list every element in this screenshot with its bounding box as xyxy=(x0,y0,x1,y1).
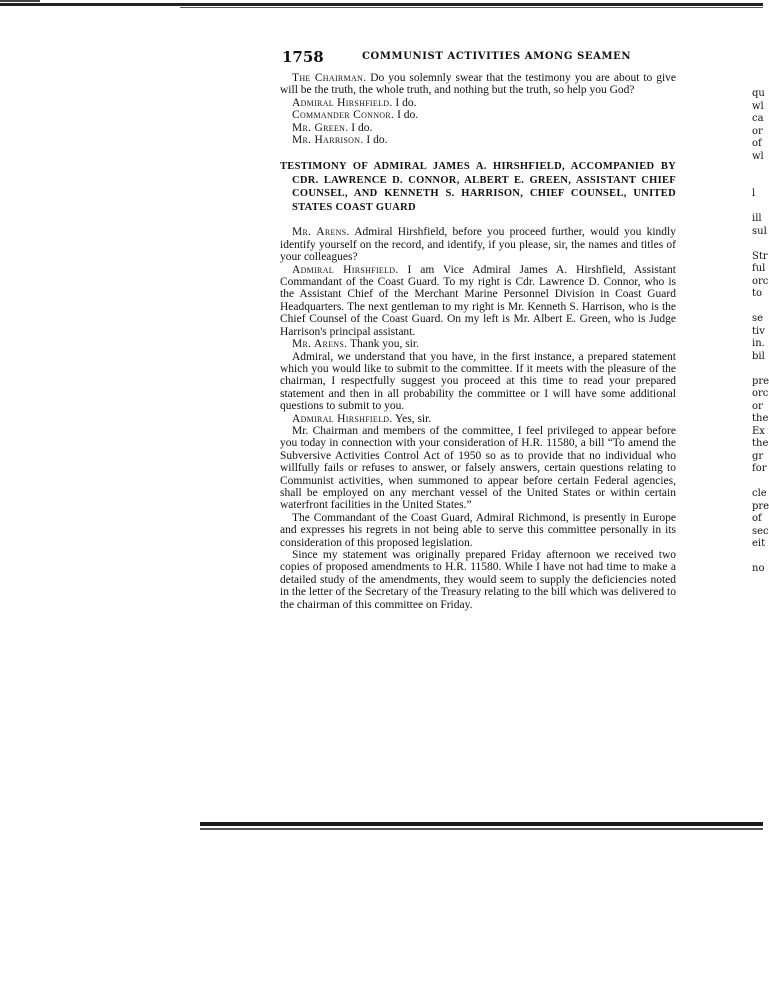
edge-fragment: cle xyxy=(752,488,767,499)
edge-fragment: or xyxy=(752,400,763,412)
paragraph-text: Thank you, sir. xyxy=(349,338,419,351)
speaker-name: Mr. Green. xyxy=(292,121,349,134)
paragraph-text: Since my statement was originally prepared Friday afternoon we received two copies of proposed amendments to H.R. 11580. While I have not had time to make a detailed study of the amendments, they would seem to supply the deficiencies noted in the letter of the Secretary of the Treasury relating to the bill which was delivered to the chairman of this committee on Friday. xyxy=(280,549,676,611)
page-number: 1758 xyxy=(282,48,324,66)
testimony-paragraph xyxy=(280,351,676,413)
section-heading: TESTIMONY OF ADMIRAL JAMES A. HIRSHFIELD, ACCOMPANIED BY CDR. LAWRENCE D. CONNOR, ALBERT E. GREEN, ASSISTANT CHIEF COUNSEL, AND KENNETH S. HARRISON, CHIEF COUNSEL, UNITED STATES COAST GUARD xyxy=(280,161,676,213)
scan-artifact xyxy=(0,0,40,2)
paragraph-text: Admiral Hirshfield, before you proceed further, would you kindly identify yourself on the record, and identify, if you please, sir, the names and titles of your colleagues? xyxy=(280,226,676,264)
paragraph-text: Mr. Chairman and members of the committee, I feel privileged to appear before you today in connection with your consideration of H.R. 11580, a bill “To amend the Subversive Activities Control Act of 1950 so as to provide that no individual who willfully fails or refuses to answer, or falsely answers, certain questions relating to Communist activities, when summoned to appear before certain Federal agencies, shall be employed on any merchant vessel of the United States or within certain waterfront facilities in the United States.” xyxy=(280,424,676,512)
testimony-paragraph xyxy=(280,413,676,425)
edge-fragment: orc xyxy=(752,388,769,399)
edge-fragment: gr xyxy=(752,450,764,462)
edge-fragment: sec xyxy=(752,525,769,537)
bottom-scan-edge-secondary xyxy=(200,828,763,830)
speaker-name: Admiral Hirshfield. xyxy=(292,263,399,276)
speaker-name: Commander Connor. xyxy=(292,109,395,122)
testimony-paragraph xyxy=(280,549,676,611)
running-head: COMMUNIST ACTIVITIES AMONG SEAMEN xyxy=(362,51,632,62)
edge-fragment: no xyxy=(752,563,765,574)
edge-fragment: or xyxy=(752,125,763,137)
edge-fragment: wl xyxy=(752,100,764,112)
edge-fragment xyxy=(752,301,763,314)
testimony-paragraph xyxy=(280,338,676,350)
edge-fragment xyxy=(752,363,763,376)
edge-fragment xyxy=(752,551,763,564)
edge-fragment: pre xyxy=(752,500,769,512)
edge-fragment: orc xyxy=(752,275,769,287)
edge-fragment: Str xyxy=(752,250,768,262)
edge-fragment xyxy=(752,238,763,251)
page-header xyxy=(282,48,682,66)
testimony-paragraph xyxy=(280,425,676,512)
speaker-name: Mr. Arens. xyxy=(292,338,348,351)
speaker-name: Mr. Harrison. xyxy=(292,134,364,147)
response-text: I do. xyxy=(366,134,388,147)
edge-fragment: ful xyxy=(752,263,766,274)
paragraph-text: The Commandant of the Coast Guard, Admiral Richmond, is presently in Europe and expresses his regrets in not being able to serve this committee personally in its consideration of this proposed legislation. xyxy=(280,511,676,549)
speaker-name: Admiral Hirshfield. xyxy=(292,412,393,425)
response-text: I do. xyxy=(397,109,419,122)
edge-fragment: ill xyxy=(752,213,762,224)
adjacent-page-edge xyxy=(752,88,769,576)
edge-fragment xyxy=(752,201,763,214)
edge-fragment xyxy=(752,476,763,489)
paragraph-text: Yes, sir. xyxy=(394,412,432,425)
response-line xyxy=(280,109,676,121)
edge-fragment: ca xyxy=(752,113,764,124)
response-line xyxy=(280,97,676,109)
edge-fragment: bil xyxy=(752,350,765,362)
speaker-name: Admiral Hirshfield. xyxy=(292,96,393,109)
edge-fragment: qu xyxy=(752,88,765,99)
testimony-paragraph xyxy=(280,264,676,338)
response-text: I do. xyxy=(395,96,417,109)
testimony-paragraph xyxy=(280,512,676,549)
top-scan-edge xyxy=(0,3,763,6)
edge-fragment: in. xyxy=(752,338,765,349)
response-line xyxy=(280,134,676,146)
edge-fragment: sul xyxy=(752,225,767,237)
speaker-name: The Chairman. xyxy=(292,72,367,84)
bottom-scan-edge xyxy=(200,822,763,826)
paragraph-text: Admiral, we understand that you have, in the first instance, a prepared statement which you would like to submit to the committee. If it meets with the pleasure of the chairman, I respectfully suggest you proceed at this time to read your prepared statement and then in all probability the committee or I will have some additional questions to submit to you. xyxy=(280,350,676,413)
edge-fragment: for xyxy=(752,463,767,474)
edge-fragment: wl xyxy=(752,150,764,162)
oath-paragraph xyxy=(280,72,676,97)
edge-fragment: l xyxy=(752,188,756,199)
top-scan-edge-secondary xyxy=(180,7,763,8)
edge-fragment xyxy=(752,163,763,176)
edge-fragment: to xyxy=(752,288,763,299)
response-text: I do. xyxy=(351,121,373,134)
edge-fragment: of xyxy=(752,513,762,524)
edge-fragment xyxy=(752,176,763,189)
edge-fragment: eit xyxy=(752,538,766,549)
edge-fragment: tiv xyxy=(752,325,765,337)
main-text-column xyxy=(280,72,676,611)
edge-fragment: se xyxy=(752,313,764,324)
edge-fragment: the xyxy=(752,438,769,449)
edge-fragment: the xyxy=(752,413,769,424)
edge-fragment: of xyxy=(752,138,762,149)
oath-text: Do you solemnly swear that the testimony you are about to give will be the truth, the whole truth, and nothing but the truth, so help you God? xyxy=(280,72,677,97)
paragraph-text: I am Vice Admiral James A. Hirshfield, Assistant Commandant of the Coast Guard. To my right is Cdr. Lawrence D. Connor, who is the Assistant Chief of the Merchant Marine Personnel Division in Coast Guard Headquarters. The next gentleman to my right is Mr. Kenneth S. Harrison, who is the Chief Counsel of the Coast Guard. On my left is Mr. Albert E. Green, who is Judge Harrison's principal assistant. xyxy=(280,263,676,338)
edge-fragment: pre xyxy=(752,375,769,387)
edge-fragment: Ex xyxy=(752,425,765,437)
speaker-name: Mr. Arens. xyxy=(292,226,350,239)
testimony-paragraph xyxy=(280,226,676,263)
response-line xyxy=(280,122,676,134)
